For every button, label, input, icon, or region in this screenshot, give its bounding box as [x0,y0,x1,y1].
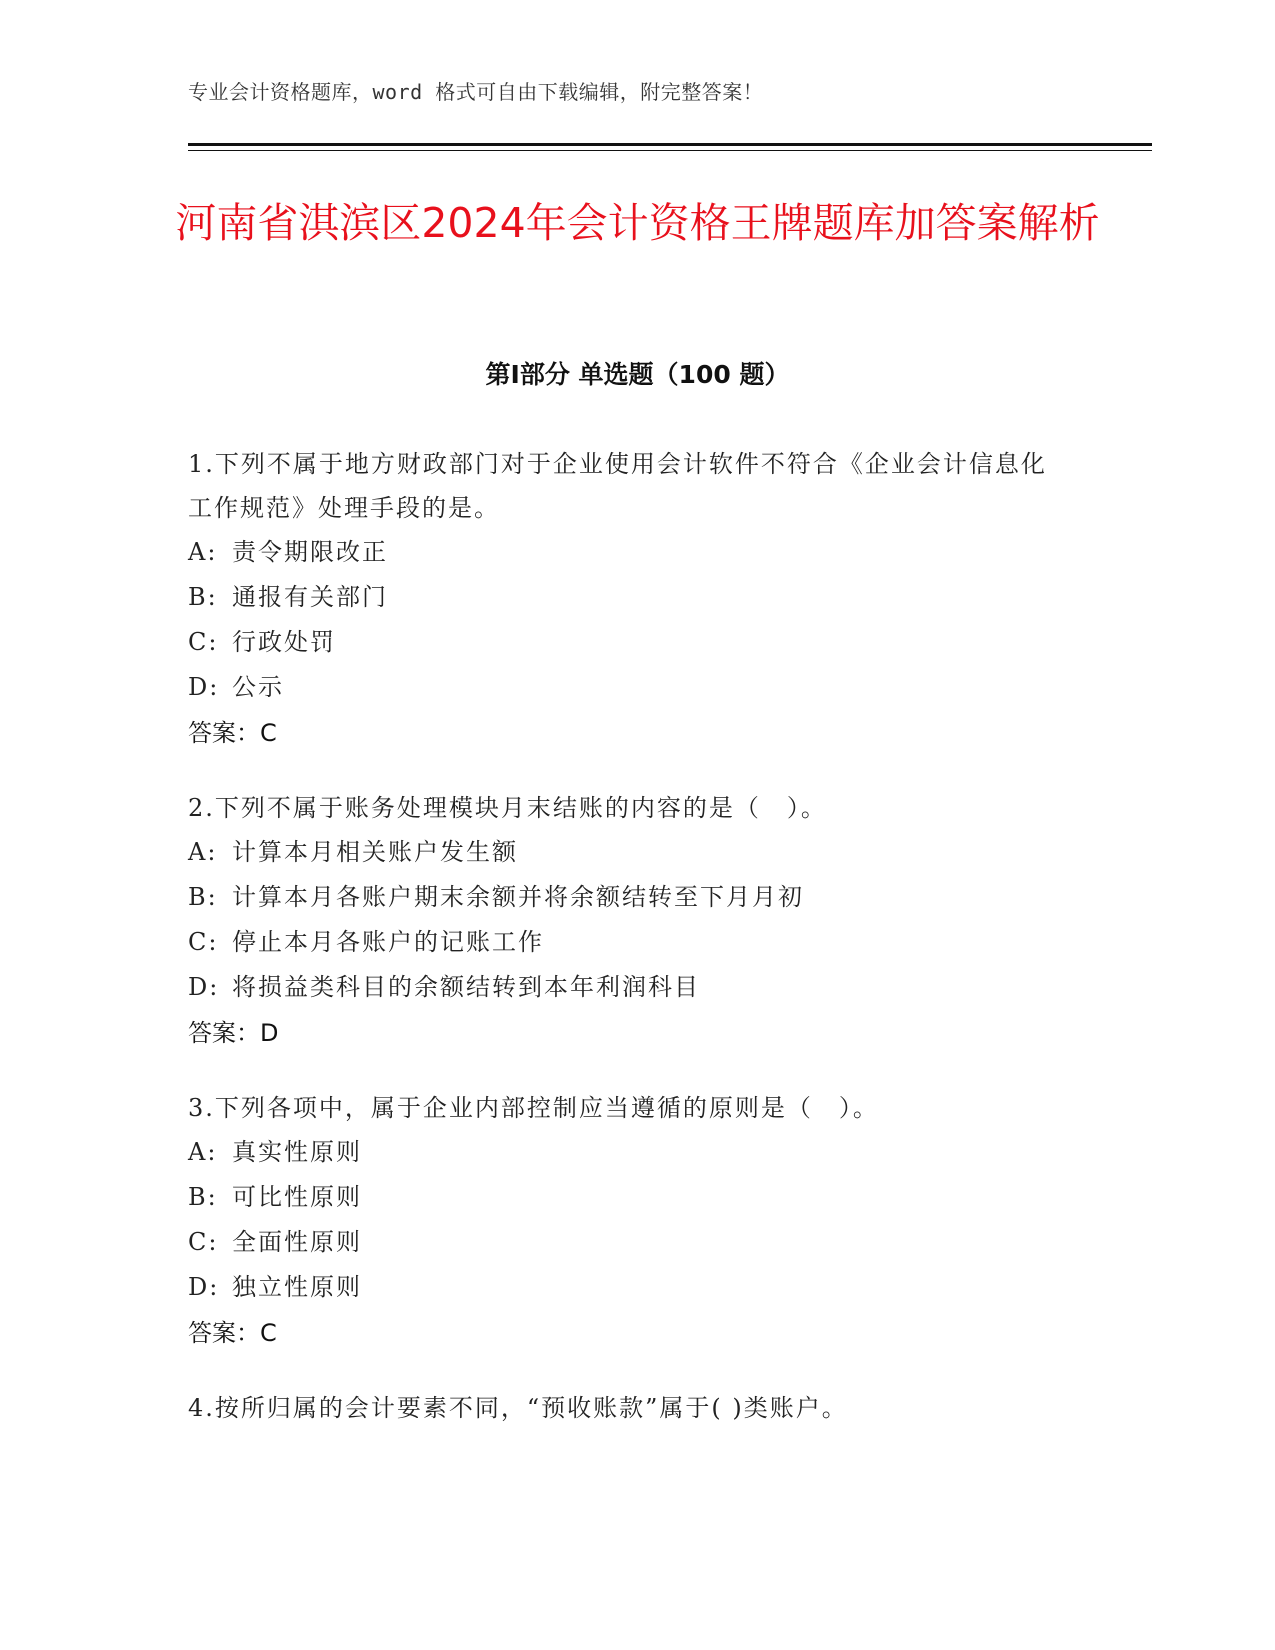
question-4 [188,1386,1068,1430]
option-b [188,1175,1068,1220]
question-3 [188,1086,1068,1356]
question-stem: 1.下列不属于地方财政部门对于企业使用会计软件不符合《企业会计信息化工作规范》处理手段的是。 [188,450,1047,522]
option-d [188,665,1068,710]
option-text: 计算本月各账户期末余额并将余额结转至下月月初 [232,883,804,911]
option-text: 可比性原则 [232,1183,362,1211]
option-d [188,1265,1068,1310]
option-letter: C: [188,628,219,656]
section-heading: 第Ⅰ部分 单选题（100 题） [485,360,790,389]
question-stem: 2.下列不属于账务处理模块月末结账的内容的是（ ）。 [188,794,827,822]
question-stem: 4.按所归属的会计要素不同，“预收账款”属于( )类账户。 [188,1394,848,1422]
option-a [188,1130,1068,1175]
question-list [188,442,1068,1460]
option-letter: D: [188,1273,220,1301]
option-b [188,875,1068,920]
header-note: 专业会计资格题库，word 格式可自由下载编辑，附完整答案！ [188,80,764,104]
option-text: 计算本月相关账户发生额 [232,838,518,866]
answer-line [188,710,1068,756]
question-stem: 3.下列各项中，属于企业内部控制应当遵循的原则是（ ）。 [188,1094,879,1122]
answer-label: 答案： [188,1319,260,1347]
option-letter: C: [188,928,219,956]
question-2 [188,786,1068,1056]
option-letter: C: [188,1228,219,1256]
answer-value: C [260,719,277,747]
option-letter: D: [188,673,220,701]
option-text: 行政处罚 [232,628,336,656]
option-text: 独立性原则 [232,1273,362,1301]
answer-label: 答案： [188,719,260,747]
option-a [188,830,1068,875]
option-letter: D: [188,973,220,1001]
header-rule-thick [188,143,1152,146]
answer-line [188,1010,1068,1056]
option-text: 责令期限改正 [232,538,388,566]
answer-label: 答案： [188,1019,260,1047]
option-letter: A: [188,1138,218,1166]
option-letter: B: [188,583,218,611]
option-a [188,530,1068,575]
option-text: 通报有关部门 [232,583,388,611]
option-c [188,1220,1068,1265]
document-title: 河南省淇滨区2024年会计资格王牌题库加答案解析 [175,199,1100,247]
answer-value: C [260,1319,277,1347]
option-text: 将损益类科目的余额结转到本年利润科目 [232,973,700,1001]
question-1 [188,442,1068,756]
option-text: 公示 [232,673,284,701]
option-d [188,965,1068,1010]
option-b [188,575,1068,620]
option-letter: B: [188,1183,218,1211]
option-text: 真实性原则 [232,1138,362,1166]
answer-value: D [260,1019,279,1047]
answer-line [188,1310,1068,1356]
option-letter: A: [188,838,218,866]
option-c [188,920,1068,965]
option-letter: B: [188,883,218,911]
option-letter: A: [188,538,218,566]
option-text: 全面性原则 [232,1228,362,1256]
header-rule-thin [188,150,1152,151]
option-c [188,620,1068,665]
option-text: 停止本月各账户的记账工作 [232,928,544,956]
